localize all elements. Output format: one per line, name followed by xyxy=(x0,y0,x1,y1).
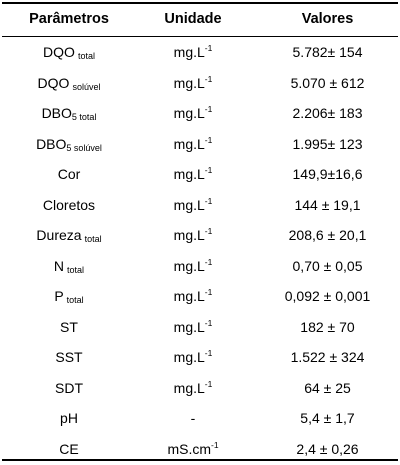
param-cell xyxy=(14,312,124,343)
param-name: CE xyxy=(59,440,79,457)
unit-text: mg.L xyxy=(173,135,205,152)
unit-superscript: -1 xyxy=(204,317,213,328)
unit-cell xyxy=(133,312,253,343)
unit-text: mg.L xyxy=(173,196,205,213)
unit-text: mg.L xyxy=(173,379,205,396)
param-name: pH xyxy=(60,410,78,426)
param-cell xyxy=(14,129,124,160)
param-cell xyxy=(14,68,124,99)
param-subscript: total xyxy=(84,234,102,244)
unit-superscript: -1 xyxy=(204,348,213,358)
value-cell: 0,092 ± 0,001 xyxy=(284,288,371,304)
param-name: P xyxy=(54,288,64,304)
param-cell xyxy=(14,342,124,373)
unit-superscript: -1 xyxy=(204,378,213,389)
param-cell xyxy=(14,281,124,312)
param-cell xyxy=(14,220,124,251)
unit-cell xyxy=(133,190,253,221)
value-cell: 1.995± 123 xyxy=(292,135,363,152)
header-parametros: Parâmetros xyxy=(29,11,109,27)
unit-text: mg.L xyxy=(173,318,205,335)
unit-superscript: -1 xyxy=(204,134,213,145)
unit-text: mg.L xyxy=(173,349,205,365)
unit-text: mg.L xyxy=(173,105,205,121)
value-cell: 208,6 ± 20,1 xyxy=(288,227,367,243)
value-cell: 182 ± 70 xyxy=(300,318,355,335)
unit-text: mg.L xyxy=(173,166,205,182)
unit-text: mg.L xyxy=(173,74,205,91)
unit-cell xyxy=(133,129,253,160)
unit-cell xyxy=(133,159,253,190)
table-row xyxy=(0,342,400,373)
unit-superscript: -1 xyxy=(204,226,213,236)
param-name: Cloretos xyxy=(42,196,96,213)
table-body xyxy=(0,37,400,464)
table-top-rule xyxy=(2,2,398,4)
table-row xyxy=(0,373,400,404)
table-row xyxy=(0,312,400,343)
table-row xyxy=(0,251,400,282)
param-name: DBO xyxy=(41,105,72,121)
param-subscript: 5 solúvel xyxy=(66,142,102,153)
param-name: Cor xyxy=(57,166,81,182)
table-row xyxy=(0,159,400,190)
value-cell: 5,4 ± 1,7 xyxy=(300,410,355,426)
param-cell xyxy=(14,190,124,221)
value-cell: 144 ± 19,1 xyxy=(294,196,361,213)
unit-cell xyxy=(133,98,253,129)
header-valores: Valores xyxy=(301,11,354,27)
unit-superscript: -1 xyxy=(204,195,213,206)
unit-text: mg.L xyxy=(173,227,205,243)
unit-text: mg.L xyxy=(173,288,205,304)
param-cell xyxy=(14,403,124,434)
table-bottom-rule xyxy=(2,459,398,461)
unit-cell xyxy=(133,220,253,251)
value-cell: 0,70 ± 0,05 xyxy=(292,257,363,274)
value-cell: 5.782± 154 xyxy=(292,44,363,60)
unit-text: - xyxy=(190,410,196,426)
unit-cell xyxy=(133,342,253,373)
param-name: ST xyxy=(60,318,78,335)
table-row xyxy=(0,129,400,160)
value-cell: 149,9±16,6 xyxy=(292,166,363,182)
param-name: SDT xyxy=(55,379,83,396)
param-name: N xyxy=(53,257,65,274)
unit-superscript: -1 xyxy=(204,43,213,53)
table-row xyxy=(0,68,400,99)
value-cell: 1.522 ± 324 xyxy=(290,349,365,365)
param-name: DQO xyxy=(43,44,75,60)
unit-cell xyxy=(133,68,253,99)
param-subscript: total xyxy=(66,295,84,305)
param-name: Dureza xyxy=(36,227,82,243)
unit-superscript: -1 xyxy=(204,165,213,175)
param-name: DBO xyxy=(36,135,67,152)
param-subscript: solúvel xyxy=(72,81,101,92)
unit-superscript: -1 xyxy=(204,256,213,267)
unit-superscript: -1 xyxy=(204,287,213,297)
unit-text: mg.L xyxy=(173,44,205,60)
unit-cell xyxy=(133,37,253,68)
param-name: DQO xyxy=(37,74,70,91)
param-subscript: total xyxy=(67,264,85,275)
param-subscript: 5 total xyxy=(71,112,97,122)
unit-cell xyxy=(133,403,253,434)
unit-cell xyxy=(133,251,253,282)
unit-superscript: -1 xyxy=(204,73,213,84)
unit-text: mg.L xyxy=(173,257,205,274)
value-cell: 2,4 ± 0,26 xyxy=(296,440,359,457)
param-subscript: total xyxy=(77,51,95,61)
table-row xyxy=(0,220,400,251)
value-cell: 64 ± 25 xyxy=(304,379,351,396)
param-cell xyxy=(14,37,124,68)
table-row xyxy=(0,37,400,68)
param-cell xyxy=(14,251,124,282)
table-row xyxy=(0,281,400,312)
unit-cell xyxy=(133,281,253,312)
unit-superscript: -1 xyxy=(211,439,219,450)
table-row xyxy=(0,98,400,129)
param-cell xyxy=(14,98,124,129)
param-name: SST xyxy=(55,349,83,365)
value-cell: 2.206± 183 xyxy=(292,105,363,121)
unit-superscript: -1 xyxy=(204,104,213,114)
header-unidade: Unidade xyxy=(164,11,222,27)
value-cell: 5.070 ± 612 xyxy=(290,74,365,91)
table-row xyxy=(0,190,400,221)
param-cell xyxy=(14,373,124,404)
table-row xyxy=(0,403,400,434)
param-cell xyxy=(14,159,124,190)
unit-text: mS.cm xyxy=(167,440,211,457)
unit-cell xyxy=(133,373,253,404)
